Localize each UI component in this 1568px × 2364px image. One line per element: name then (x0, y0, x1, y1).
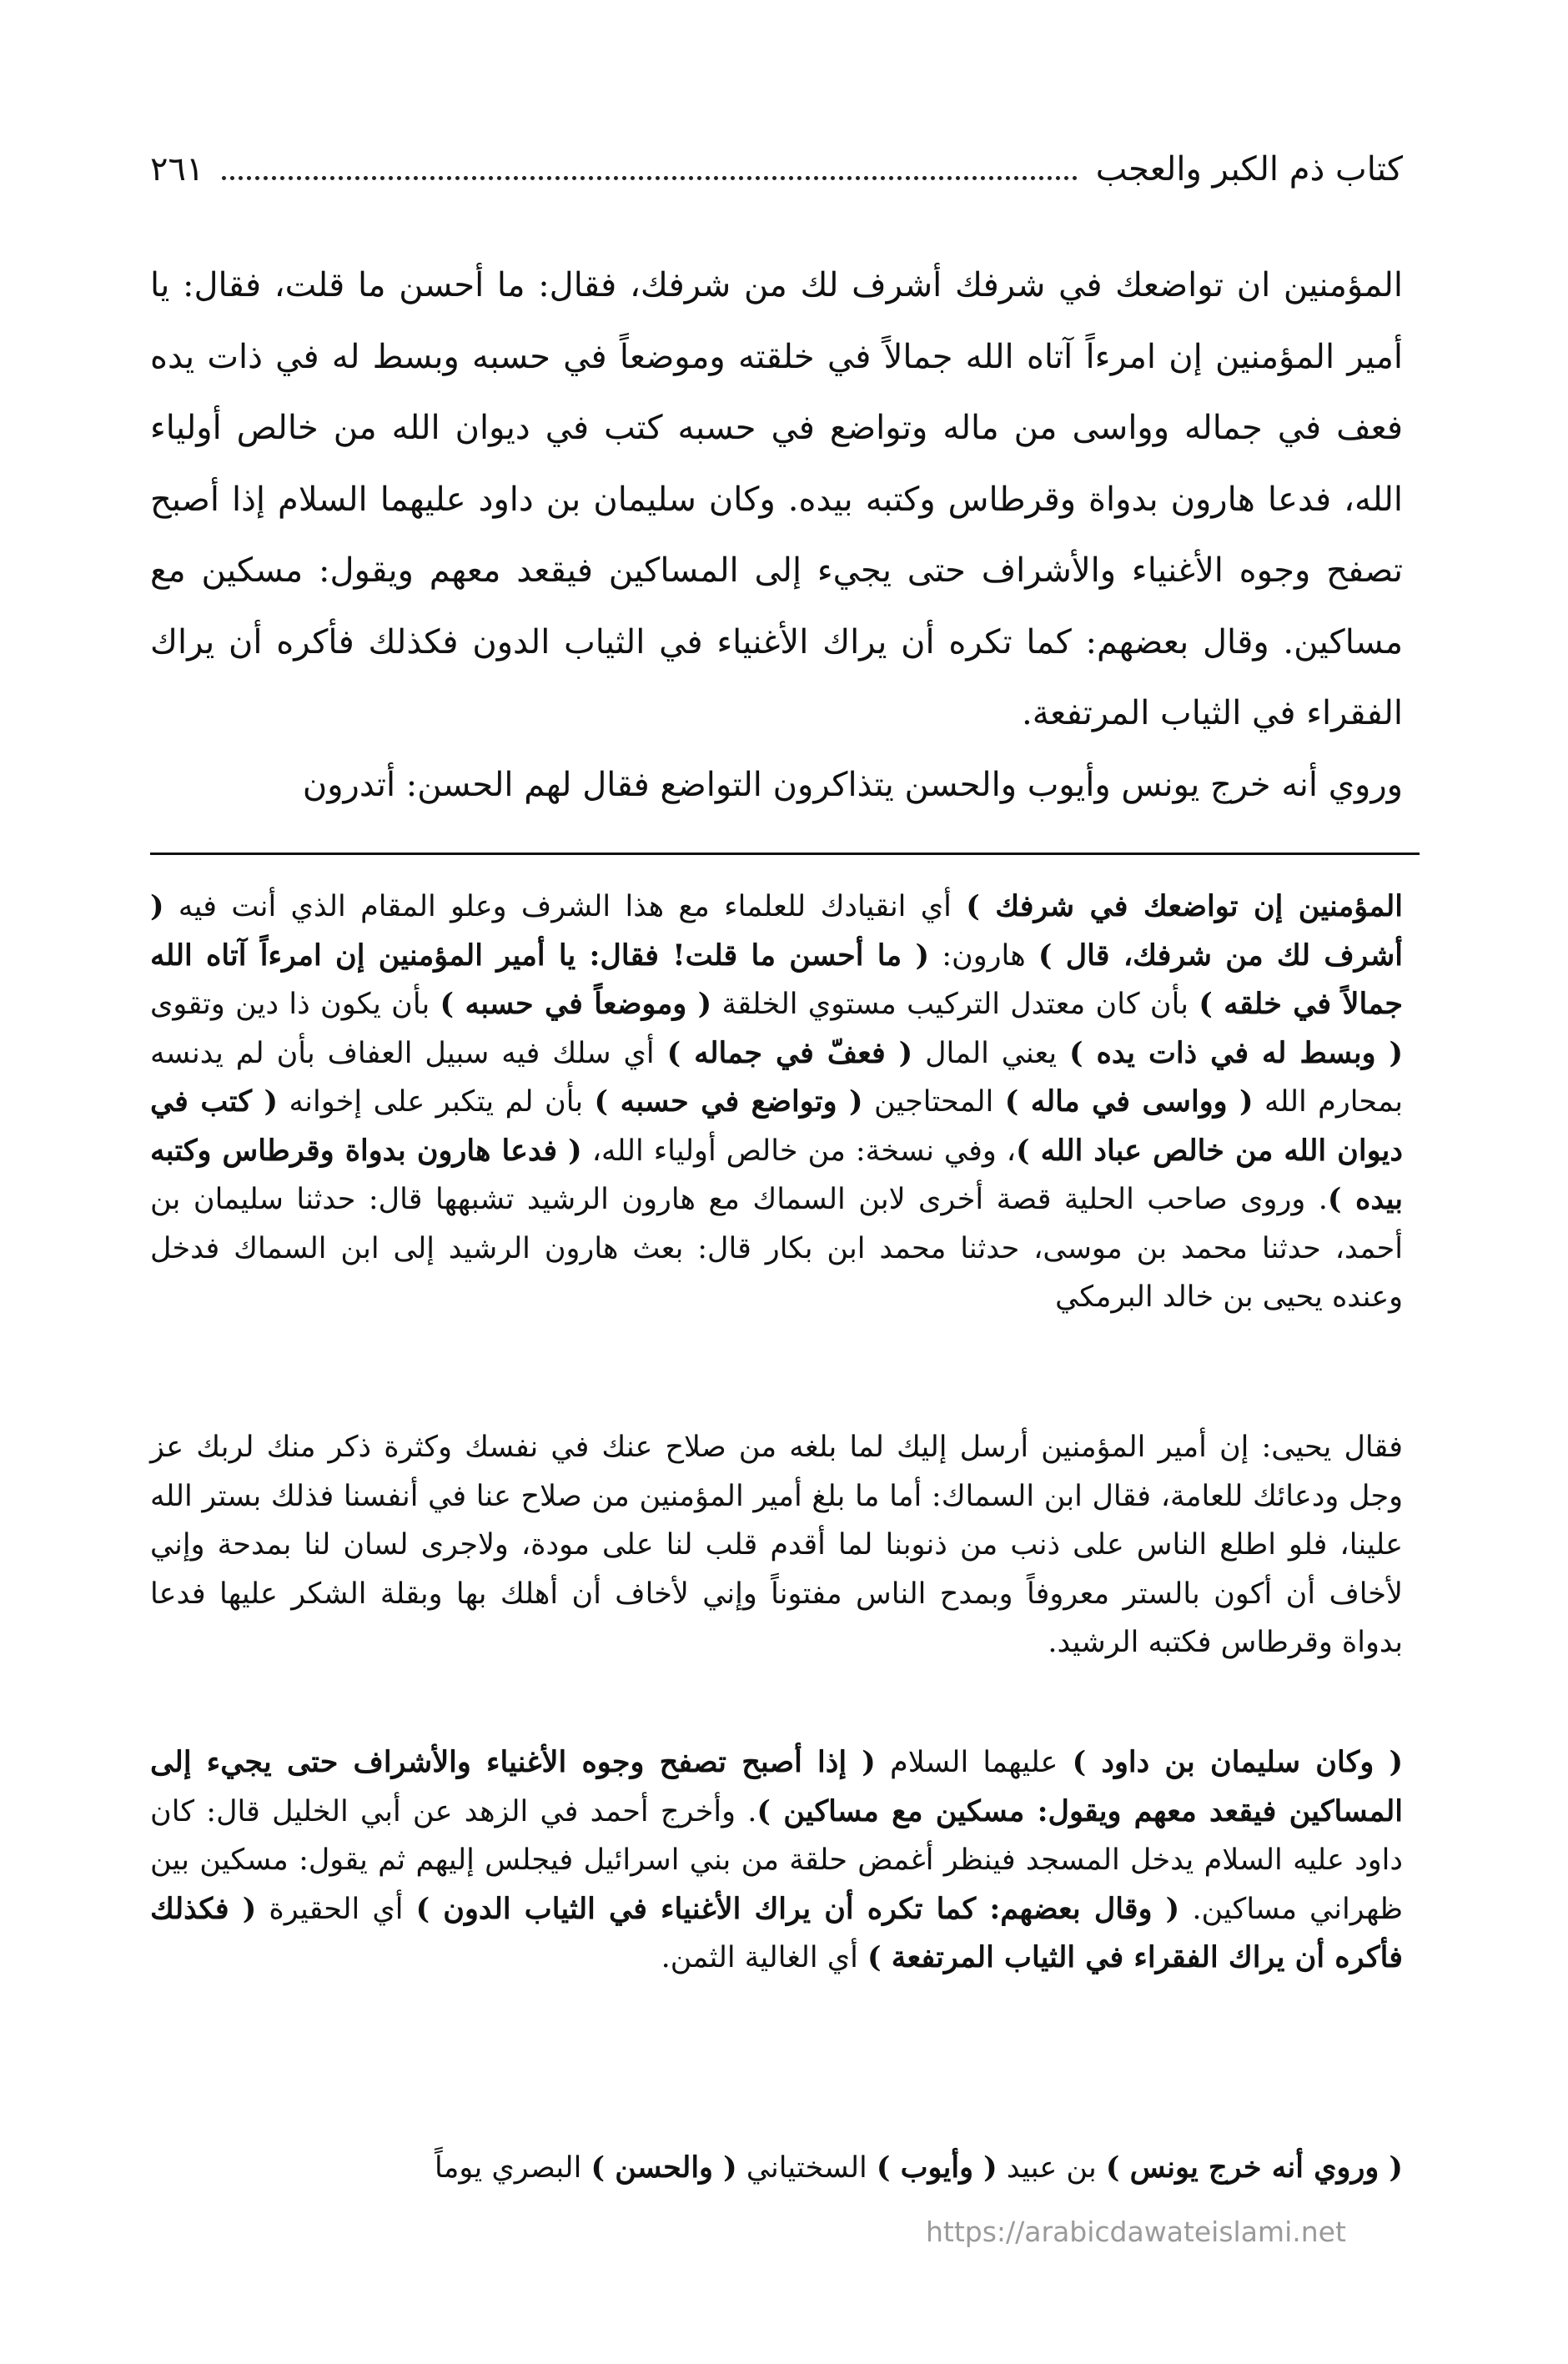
commentary-paragraph (150, 2144, 1403, 2193)
quoted-matn: ( فكذلك فأكره أن يراك الفقراء في الثياب المرتفعة ) (150, 1891, 1403, 1974)
quoted-matn: ( والحسن ) (591, 2150, 737, 2185)
commentary-block (150, 1738, 1403, 1994)
commentary-block (150, 2144, 1403, 2205)
quoted-matn: ( وبسط له في ذات يده ) (1069, 1035, 1404, 1070)
quoted-matn: ( وأيوب ) (876, 2150, 998, 2185)
quoted-matn: ( فعفّ في جماله ) (666, 1035, 913, 1070)
sharh-text: . وروى صاحب الحلية قصة أخرى لابن السماك مع هارون الرشيد تشبهها قال: حدثنا سليمان بن أحمد، حدثنا محمد بن موسى، حدثنا محمد ابن بكار قال: بعث هارون الرشيد إلى ابن السماك فدخل وعنده يحيى بن خالد البرمكي (150, 1183, 1403, 1314)
quoted-matn: ( وقال بعضهم: كما تكره أن يراك الأغنياء في الثياب الدون ) (415, 1891, 1180, 1926)
dotted-leader (222, 176, 1077, 180)
sharh-text: أي انقيادك للعلماء مع هذا الشرف وعلو المقام الذي أنت فيه (163, 890, 967, 923)
quoted-matn: ( فدعا هارون بدواة وقرطاس وكتبه بيده ) (150, 1133, 1403, 1216)
sharh-text: يعني المال (912, 1036, 1070, 1070)
chapter-title: كتاب ذم الكبر والعجب (1095, 150, 1403, 189)
quoted-matn: ( أشرف لك من شرفك، قال ) (150, 889, 1404, 973)
footnote-separator (150, 853, 1420, 855)
sharh-text: أي الغالية الثمن. (661, 1941, 868, 1974)
main-paragraph: المؤمنين ان تواضعك في شرفك أشرف لك من شرفك، فقال: ما أحسن ما قلت، فقال: يا أمير المؤمنين إن امرءاً آتاه الله جمالاً في خلقته وموضعاً في حسبه وبسط له في ذات يده فعف في جماله وواسى من ماله وتواضع في حسبه كتب في ديوان الله من خالص أولياء الله، فدعا هارون بدواة وقرطاس وكتبه بيده. وكان سليمان بن داود عليهما السلام إذا أصبح تصفح وجوه الأغنياء والأشراف حتى يجيء إلى المساكين فيقعد معهم ويقول: مسكين مع مساكين. وقال بعضهم: كما تكره أن يراك الأغنياء في الثياب الدون فكذلك فأكره أن يراك الفقراء في الثياب المرتفعة. (150, 266, 1403, 732)
sharh-text: بأن لم يتكبر على إخوانه (278, 1085, 595, 1119)
quoted-matn: ( وواسى في ماله ) (1004, 1084, 1254, 1119)
page-number: ٢٦١ (150, 150, 204, 189)
commentary-block (150, 1423, 1403, 1679)
sharh-text: أي سلك فيه سبيل العفاف بأن لم يدنسه بمحارم الله (150, 1036, 1403, 1119)
commentary-paragraph (150, 1738, 1403, 1983)
quoted-matn: ( وروي أنه خرج يونس ) (1105, 2150, 1403, 2185)
sharh-text: بأن يكون ذا دين وتقوى (150, 988, 440, 1021)
quoted-matn: المؤمنين إن تواضعك في شرفك ) (966, 889, 1404, 923)
sharh-text: أي الحقيرة (256, 1892, 416, 1926)
sharh-text: البصري يوماً (434, 2151, 591, 2185)
commentary-paragraph (150, 883, 1403, 1322)
quoted-matn: ( وتواضع في حسبه ) (594, 1084, 863, 1119)
main-paragraph: وروي أنه خرج يونس وأيوب والحسن يتذاكرون التواضع فقال لهم الحسن: أتدرون (302, 765, 1403, 804)
main-text (150, 250, 1403, 821)
quoted-matn: ( وكان سليمان بن داود ) (1072, 1745, 1403, 1779)
quoted-matn: ( وموضعاً في حسبه ) (440, 987, 712, 1021)
sharh-text: السختياني (736, 2151, 877, 2185)
sharh-text: بأن كان معتدل التركيب مستوي الخلقة (711, 988, 1199, 1021)
sharh-text: بن عبيد (997, 2151, 1106, 2185)
sharh-text: عليهما السلام (875, 1746, 1073, 1779)
sharh-text: ، وفي نسخة: من خالص أولياء الله، (581, 1134, 1016, 1168)
commentary-block (150, 883, 1403, 1334)
sharh-text: المحتاجين (862, 1085, 1005, 1119)
sharh-text: هارون: (929, 938, 1038, 973)
quoted-matn: ( ما أحسن ما قلت! فقال: يا أمير المؤمنين إن امرءاً آتاه الله جمالاً في خلقه ) (150, 938, 1403, 1021)
commentary-paragraph: فقال يحيى: إن أمير المؤمنين أرسل إليك لما بلغه من صلاح عنك في نفسك وكثرة ذكر منك لربك عز وجل ودعائك للعامة، فقال ابن السماك: أما ما بلغ أمير المؤمنين من صلاح عنا في أنفسنا فذلك بستر الله علينا، فلو اطلع الناس على ذنب من ذنوبنا لما أقدم قلب لنا على مودة، ولاجرى لسان لنا بمدحة وإني لأخاف أن أكون بالستر معروفاً وبمدح الناس مفتوناً وإني لأخاف أن أهلك بها وبقلة الشكر عليها فدعا بدواة وقرطاس فكتبه الرشيد. (150, 1431, 1403, 1659)
quoted-matn: ( إذا أصبح تصفح وجوه الأغنياء والأشراف حتى يجيء إلى المساكين فيقعد معهم ويقول: مسكين مع مساكين ) (150, 1745, 1403, 1828)
sharh-text: . وأخرج أحمد في الزهد عن أبي الخليل قال: كان داود عليه السلام يدخل المسجد فينظر أغمض حلقة من بني اسرائيل فيجلس إليهم ثم يقول: مسكين بين ظهراني مساكين. (150, 1794, 1403, 1926)
watermark-url: https://arabicdawateislami.net (926, 2216, 1346, 2248)
running-header (150, 140, 1403, 199)
quoted-matn: ( كتب في ديوان الله من خالص عباد الله ) (150, 1084, 1403, 1168)
